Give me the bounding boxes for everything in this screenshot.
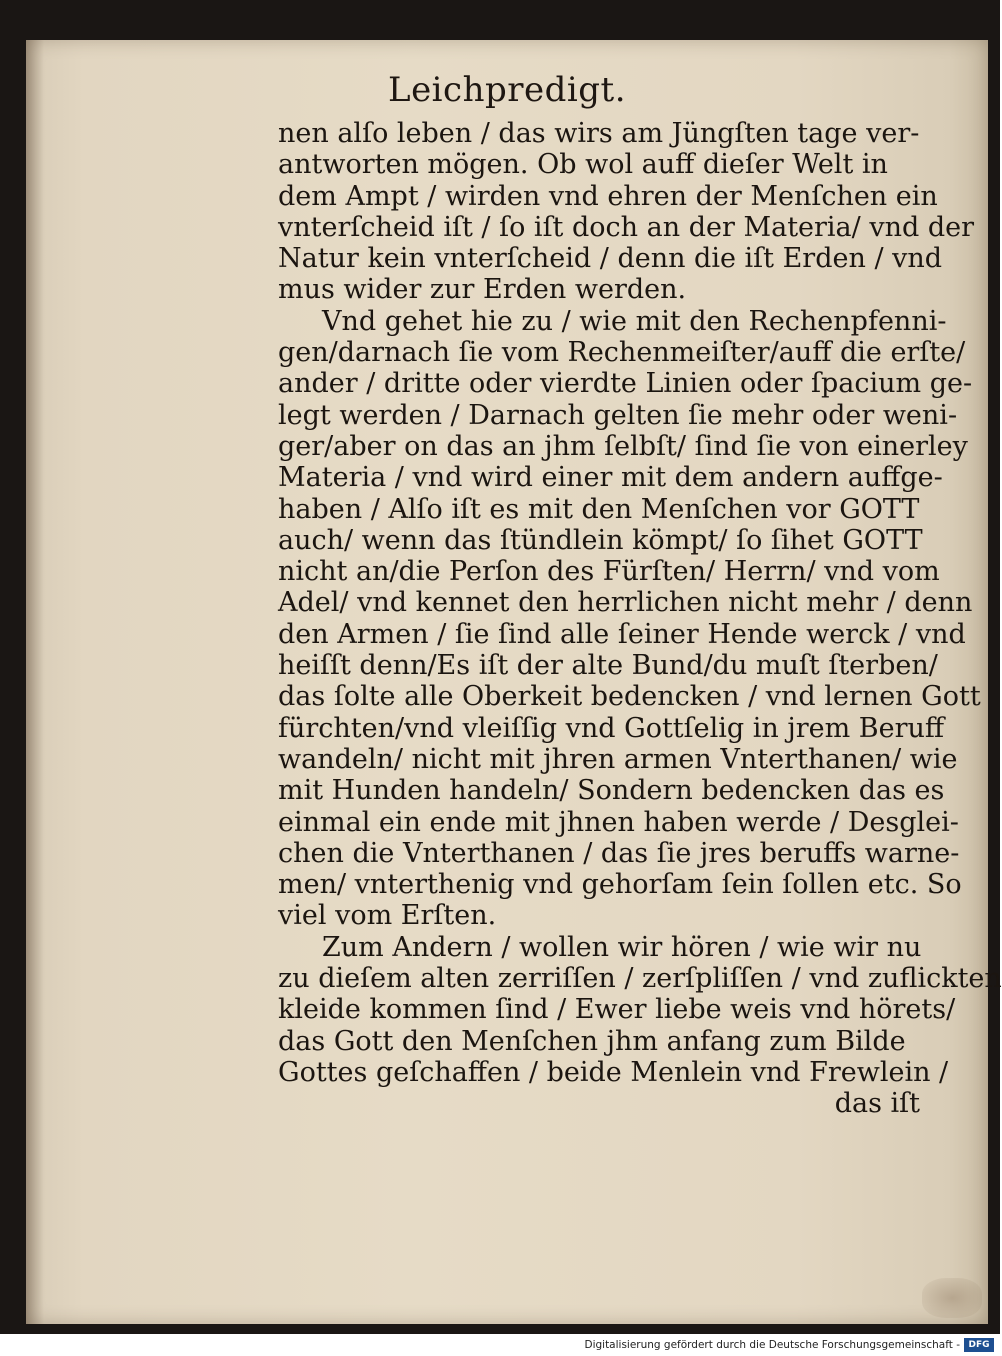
text-line: mus wider zur Erden werden. xyxy=(278,274,687,306)
text-line: antworten mögen. Ob wol auff dieſer Welt in xyxy=(278,149,888,181)
text-line: mit Hunden handeln/ Sondern bedencken das es xyxy=(278,775,945,807)
text-line: dem Ampt / wirden vnd ehren der Menſchen ein xyxy=(278,180,938,212)
text-line: heiſſt denn/Es iſt der alte Bund/du muſt ſterben/ xyxy=(278,650,938,682)
paragraph-start-line: Vnd gehet hie zu / wie mit den Rechenpfenni- xyxy=(322,305,947,337)
text-line: Adel/ vnd kennet den herrlichen nicht mehr / denn xyxy=(278,587,973,619)
dfg-logo[interactable]: DFG xyxy=(964,1338,994,1352)
text-line: viel vom Erſten. xyxy=(278,900,497,932)
text-line: den Armen / ſie ſind alle ſeiner Hende werck / vnd xyxy=(278,618,966,650)
footer-bar xyxy=(0,1334,1000,1356)
text-line: fürchten/vnd vleiſſig vnd Gottſelig in jrem Beruff xyxy=(278,712,945,744)
text-line: das ſolte alle Oberkeit bedencken / vnd lernen Gott xyxy=(278,681,981,713)
text-line: men/ vnterthenig vnd gehorſam ſein ſollen etc. So xyxy=(278,869,962,901)
catchword: das iſt xyxy=(834,1088,920,1120)
text-line: vnterſcheid iſt / ſo iſt doch an der Materia/ vnd der xyxy=(278,211,975,243)
text-line: ger/aber on das an jhm ſelbſt/ ſind ſie von einerley xyxy=(278,430,968,462)
funding-notice: Digitalisierung gefördert durch die Deutsche Forschungsgemeinschaft - xyxy=(584,1339,960,1351)
text-line: haben / Alſo iſt es mit den Menſchen vor GOTT xyxy=(278,493,920,525)
page-body-text xyxy=(278,118,1002,1120)
text-line: Materia / vnd wird einer mit dem andern auffge- xyxy=(278,462,943,494)
page-gutter-shadow xyxy=(26,40,44,1324)
text-line: zu dieſem alten zerriſſen / zerſpliſſen / vnd zuflickten xyxy=(278,963,1002,995)
text-line: auch/ wenn das ſtündlein kömpt/ ſo ſihet GOTT xyxy=(278,524,923,556)
text-line: wandeln/ nicht mit jhren armen Vnterthanen/ wie xyxy=(278,743,958,775)
text-line: nen alſo leben / das wirs am Jüngſten tage ver- xyxy=(278,118,920,149)
running-header: Leichpredigt. xyxy=(387,70,627,110)
text-line: legt werden / Darnach gelten ſie mehr oder weni- xyxy=(278,399,958,431)
paragraph-start-line: Zum Andern / wollen wir hören / wie wir nu xyxy=(322,931,922,963)
page-stain xyxy=(922,1278,982,1318)
text-line: nicht an/die Perſon des Fürſten/ Herrn/ vnd vom xyxy=(278,556,940,588)
text-line: gen/darnach ſie vom Rechenmeiſter/auff die erſte/ xyxy=(278,337,966,369)
text-line: ander / dritte oder vierdte Linien oder ſpacium ge- xyxy=(278,368,973,400)
text-line: Gottes geſchaffen / beide Menlein vnd Frewlein / xyxy=(278,1056,949,1088)
text-line: chen die Vnterthanen / das ſie jres beruffs warne- xyxy=(278,837,960,869)
text-line: das Gott den Menſchen jhm anfang zum Bilde xyxy=(278,1025,906,1057)
text-line: Natur kein vnterſcheid / denn die iſt Erden / vnd xyxy=(278,243,943,275)
text-line: einmal ein ende mit jhnen haben werde / Desglei- xyxy=(278,806,959,838)
text-line: kleide kommen ſind / Ewer liebe weis vnd hörets/ xyxy=(278,994,956,1026)
